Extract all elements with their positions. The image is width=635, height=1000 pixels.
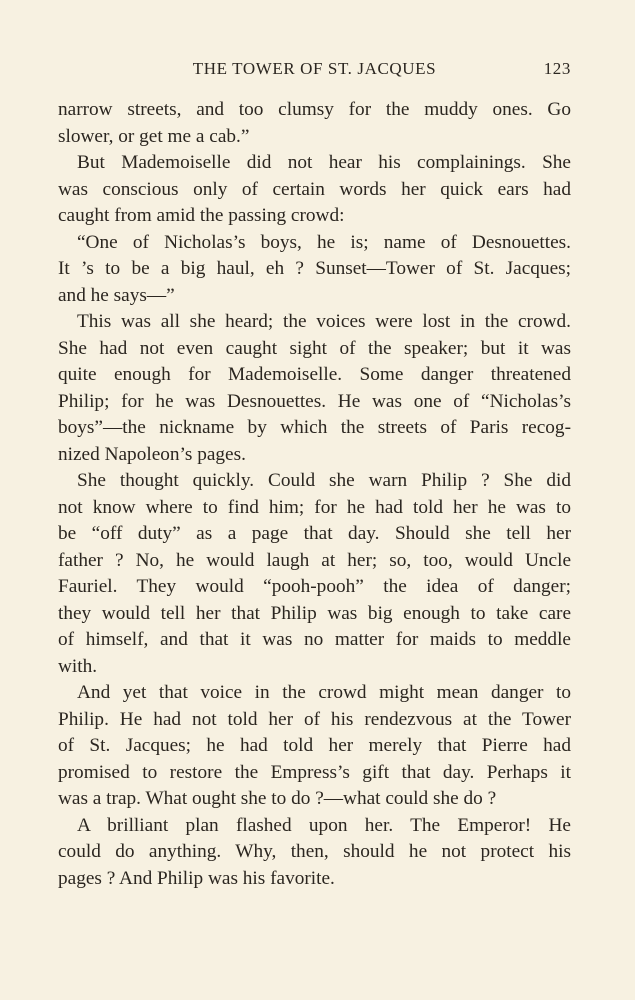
- text-line: father ? No, he would laugh at her; so, too, would Uncle: [58, 549, 571, 571]
- text-line: and he says—”: [58, 284, 175, 306]
- text-line: She thought quickly. Could she warn Philip ? She did: [77, 470, 571, 491]
- text-line: Fauriel. They would “pooh-pooh” the idea of danger;: [58, 576, 571, 597]
- text-line: It ’s to be a big haul, eh ? Sunset—Tower of St. Jacques;: [58, 258, 571, 279]
- text-line: pages ? And Philip was his favorite.: [58, 867, 335, 889]
- text-line: promised to restore the Empress’s gift that day. Perhaps it: [58, 761, 571, 783]
- text-line: narrow streets, and too clumsy for the muddy ones. Go: [58, 99, 571, 120]
- text-line: Philip. He had not told her of his rendezvous at the Tower: [58, 708, 571, 730]
- text-line: they would tell her that Philip was big enough to take care: [58, 602, 571, 624]
- text-line: A brilliant plan flashed upon her. The Emperor! He: [77, 814, 571, 836]
- text-line: Philip; for he was Desnouettes. He was one of “Nicholas’s: [58, 390, 571, 412]
- text-line: was conscious only of certain words her quick ears had: [58, 178, 571, 200]
- page-number: 123: [543, 59, 571, 78]
- text-line: could do anything. Why, then, should he not protect his: [58, 841, 571, 862]
- text-line: And yet that voice in the crowd might mean danger to: [77, 682, 571, 703]
- running-title: THE TOWER OF ST. JACQUES: [192, 59, 437, 78]
- text-line: She had not even caught sight of the speaker; but it was: [58, 337, 571, 359]
- text-line: This was all she heard; the voices were lost in the crowd.: [77, 311, 571, 332]
- text-line: not know where to find him; for he had told her he was to: [58, 496, 571, 518]
- text-line: nized Napoleon’s pages.: [58, 443, 246, 465]
- text-line: with.: [58, 655, 98, 677]
- text-line: of himself, and that it was no matter for maids to meddle: [58, 629, 571, 650]
- text-line: of St. Jacques; he had told her merely that Pierre had: [58, 735, 571, 756]
- text-line: “One of Nicholas’s boys, he is; name of Desnouettes.: [77, 231, 571, 253]
- text-line: boys”—the nickname by which the streets of Paris recog-: [58, 417, 571, 438]
- text-line: But Mademoiselle did not hear his complainings. She: [77, 152, 571, 173]
- text-line: be “off duty” as a page that day. Should she tell her: [58, 523, 571, 544]
- text-line: caught from amid the passing crowd:: [58, 205, 345, 226]
- body-text: [58, 97, 571, 892]
- text-line: was a trap. What ought she to do ?—what could she do ?: [58, 788, 497, 809]
- text-line: slower, or get me a cab.”: [58, 125, 250, 147]
- running-head: [58, 58, 571, 82]
- text-line: quite enough for Mademoiselle. Some danger threatened: [58, 364, 571, 385]
